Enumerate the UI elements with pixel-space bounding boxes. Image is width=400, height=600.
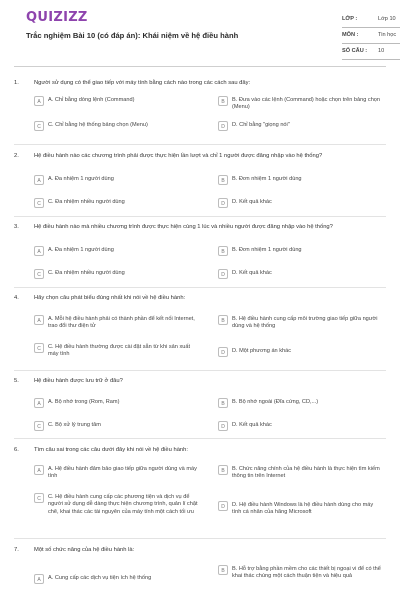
meta-row-count xyxy=(342,44,400,60)
option-text: A. Chỉ bằng dòng lệnh (Command) xyxy=(48,97,135,103)
option-letter-box: D xyxy=(218,198,228,208)
meta-info xyxy=(342,12,400,60)
option-text: A. Cung cấp các dịch vụ tiện ích hệ thống xyxy=(48,575,152,581)
question-divider xyxy=(14,538,386,539)
option-text: C. Đa nhiệm nhiều người dùng xyxy=(48,199,125,205)
question-text: Hãy chọn câu phát biểu đúng nhất khi nói về hệ điều hành: xyxy=(34,295,186,301)
option-text: A. Bộ nhớ trong (Rom, Ram) xyxy=(48,399,120,405)
option-text: B. Đơn nhiệm 1 người dùng xyxy=(232,176,302,182)
question-text: Tìm câu sai trong các câu dưới đây khi nói về hệ điều hành: xyxy=(34,447,188,453)
option-letter-box: A xyxy=(34,465,44,475)
question-text: Hệ điều hành nào mà nhiều chương trình được thực hiện cùng 1 lúc và nhiều người được đăng nhập vào hệ thống? xyxy=(34,224,333,230)
option-letter-box: D xyxy=(218,421,228,431)
option-letter-box: B xyxy=(218,465,228,475)
option-text: D. Chỉ bằng "giọng nói" xyxy=(232,122,290,128)
option-text: C. Đa nhiệm nhiều người dùng xyxy=(48,270,125,276)
question-text: Hệ điều hành nào các chương trình phải được thực hiện lần lượt và chỉ 1 người được đăng nhập vào hệ thống? xyxy=(34,153,323,159)
option-letter-box: D xyxy=(218,501,228,511)
option-text: A. Đa nhiệm 1 người dùng xyxy=(48,247,114,253)
option-letter-box: B xyxy=(218,565,228,575)
option-text: A. Đa nhiệm 1 người dùng xyxy=(48,176,114,182)
question-divider xyxy=(14,438,386,439)
question-number: 1. xyxy=(14,80,19,86)
question-divider xyxy=(14,144,386,145)
option-text: B. Hệ điều hành cung cấp môi trường giao tiếp giữa người dùng và hệ thống xyxy=(232,316,378,330)
option-letter-box: A xyxy=(34,175,44,185)
option-letter-box: D xyxy=(218,347,228,357)
option-text: D. Hệ điều hành Windows là hệ điều hành dùng cho máy tính cá nhân của hãng Microsoft xyxy=(232,502,374,516)
option-letter-box: B xyxy=(218,175,228,185)
option-letter-box: B xyxy=(218,96,228,106)
quizizz-logo[interactable]: QUIZIZZ xyxy=(26,10,88,25)
option-letter-box: A xyxy=(34,574,44,584)
option-text: A. Hệ điều hành đảm bảo giao tiếp giữa người dùng và máy tính xyxy=(48,466,197,480)
option-letter-box: B xyxy=(218,398,228,408)
question-number: 2. xyxy=(14,153,19,159)
question-number: 6. xyxy=(14,447,19,453)
option-text: D. Kết quả khác xyxy=(232,422,272,428)
question-number: 5. xyxy=(14,378,19,384)
option-letter-box: B xyxy=(218,315,228,325)
option-letter-box: B xyxy=(218,246,228,256)
meta-key: MÔN : xyxy=(342,32,359,38)
question-number: 7. xyxy=(14,547,19,553)
meta-key: LỚP : xyxy=(342,16,358,22)
question-number: 3. xyxy=(14,224,19,230)
option-letter-box: A xyxy=(34,96,44,106)
question-number: 4. xyxy=(14,295,19,301)
option-letter-box: C xyxy=(34,269,44,279)
option-letter-box: C xyxy=(34,421,44,431)
option-letter-box: D xyxy=(218,269,228,279)
question-text: Người sử dụng có thể giao tiếp với máy tính bằng cách nào trong các cách sau đây: xyxy=(34,80,251,86)
question-text: Một số chức năng của hệ điều hành là: xyxy=(34,547,135,553)
meta-key: SỐ CÂU : xyxy=(342,48,368,54)
option-letter-box: C xyxy=(34,343,44,353)
header xyxy=(14,0,397,62)
option-letter-box: D xyxy=(218,121,228,131)
meta-value: Tin học xyxy=(378,32,397,38)
meta-row-grade xyxy=(342,12,400,28)
option-letter-box: C xyxy=(34,493,44,503)
option-text: C. Chỉ bằng hệ thống bảng chọn (Menu) xyxy=(48,122,148,128)
option-text: C. Bộ xử lý trung tâm xyxy=(48,422,101,428)
option-text: C. Hệ điều hành cung cấp các phương tiện và dịch vụ để người sử dụng dễ dàng thực hiện chương trình, quản lí chặt chẽ, khai thác các tài nguyên của máy tính một cách tối ưu xyxy=(48,494,198,515)
meta-value: 10 xyxy=(378,48,385,54)
option-text: B. Đưa vào các lệnh (Command) hoặc chọn trên bảng chọn (Menu) xyxy=(232,97,381,111)
option-text: D. Một phương án khác xyxy=(232,348,292,354)
option-text: B. Bộ nhớ ngoài (Đĩa cứng, CD,...) xyxy=(232,399,319,405)
option-text: A. Mỗi hệ điều hành phải có thành phần để kết nối Internet, trao đổi thư điện tử xyxy=(48,316,195,330)
question-divider xyxy=(14,216,386,217)
meta-value: Lớp 10 xyxy=(378,16,396,22)
option-text: C. Hệ điều hành thường được cài đặt sẵn từ khi sản xuất máy tính xyxy=(48,344,191,358)
option-letter-box: A xyxy=(34,315,44,325)
question-text: Hệ điều hành được lưu trữ ở đâu? xyxy=(34,378,123,384)
option-text: B. Chức năng chính của hệ điều hành là thực hiện tìm kiếm thông tin trên Internet xyxy=(232,466,380,480)
page-title: Trắc nghiệm Bài 10 (có đáp án): Khái niệm về hệ điều hành xyxy=(26,31,239,40)
option-letter-box: C xyxy=(34,198,44,208)
option-text: B. Đơn nhiệm 1 người dùng xyxy=(232,247,302,253)
option-letter-box: A xyxy=(34,246,44,256)
option-text: D. Kết quả khác xyxy=(232,199,272,205)
option-letter-box: A xyxy=(34,398,44,408)
meta-row-subject xyxy=(342,28,400,44)
option-text: B. Hỗ trợ bằng phần mềm cho các thiết bị ngoại vi để có thể khai thác chúng một cách thuận tiện và hiệu quả xyxy=(232,566,381,580)
question-divider xyxy=(14,370,386,371)
header-divider xyxy=(14,66,386,67)
question-divider xyxy=(14,287,386,288)
option-letter-box: C xyxy=(34,121,44,131)
option-text: D. Kết quả khác xyxy=(232,270,272,276)
